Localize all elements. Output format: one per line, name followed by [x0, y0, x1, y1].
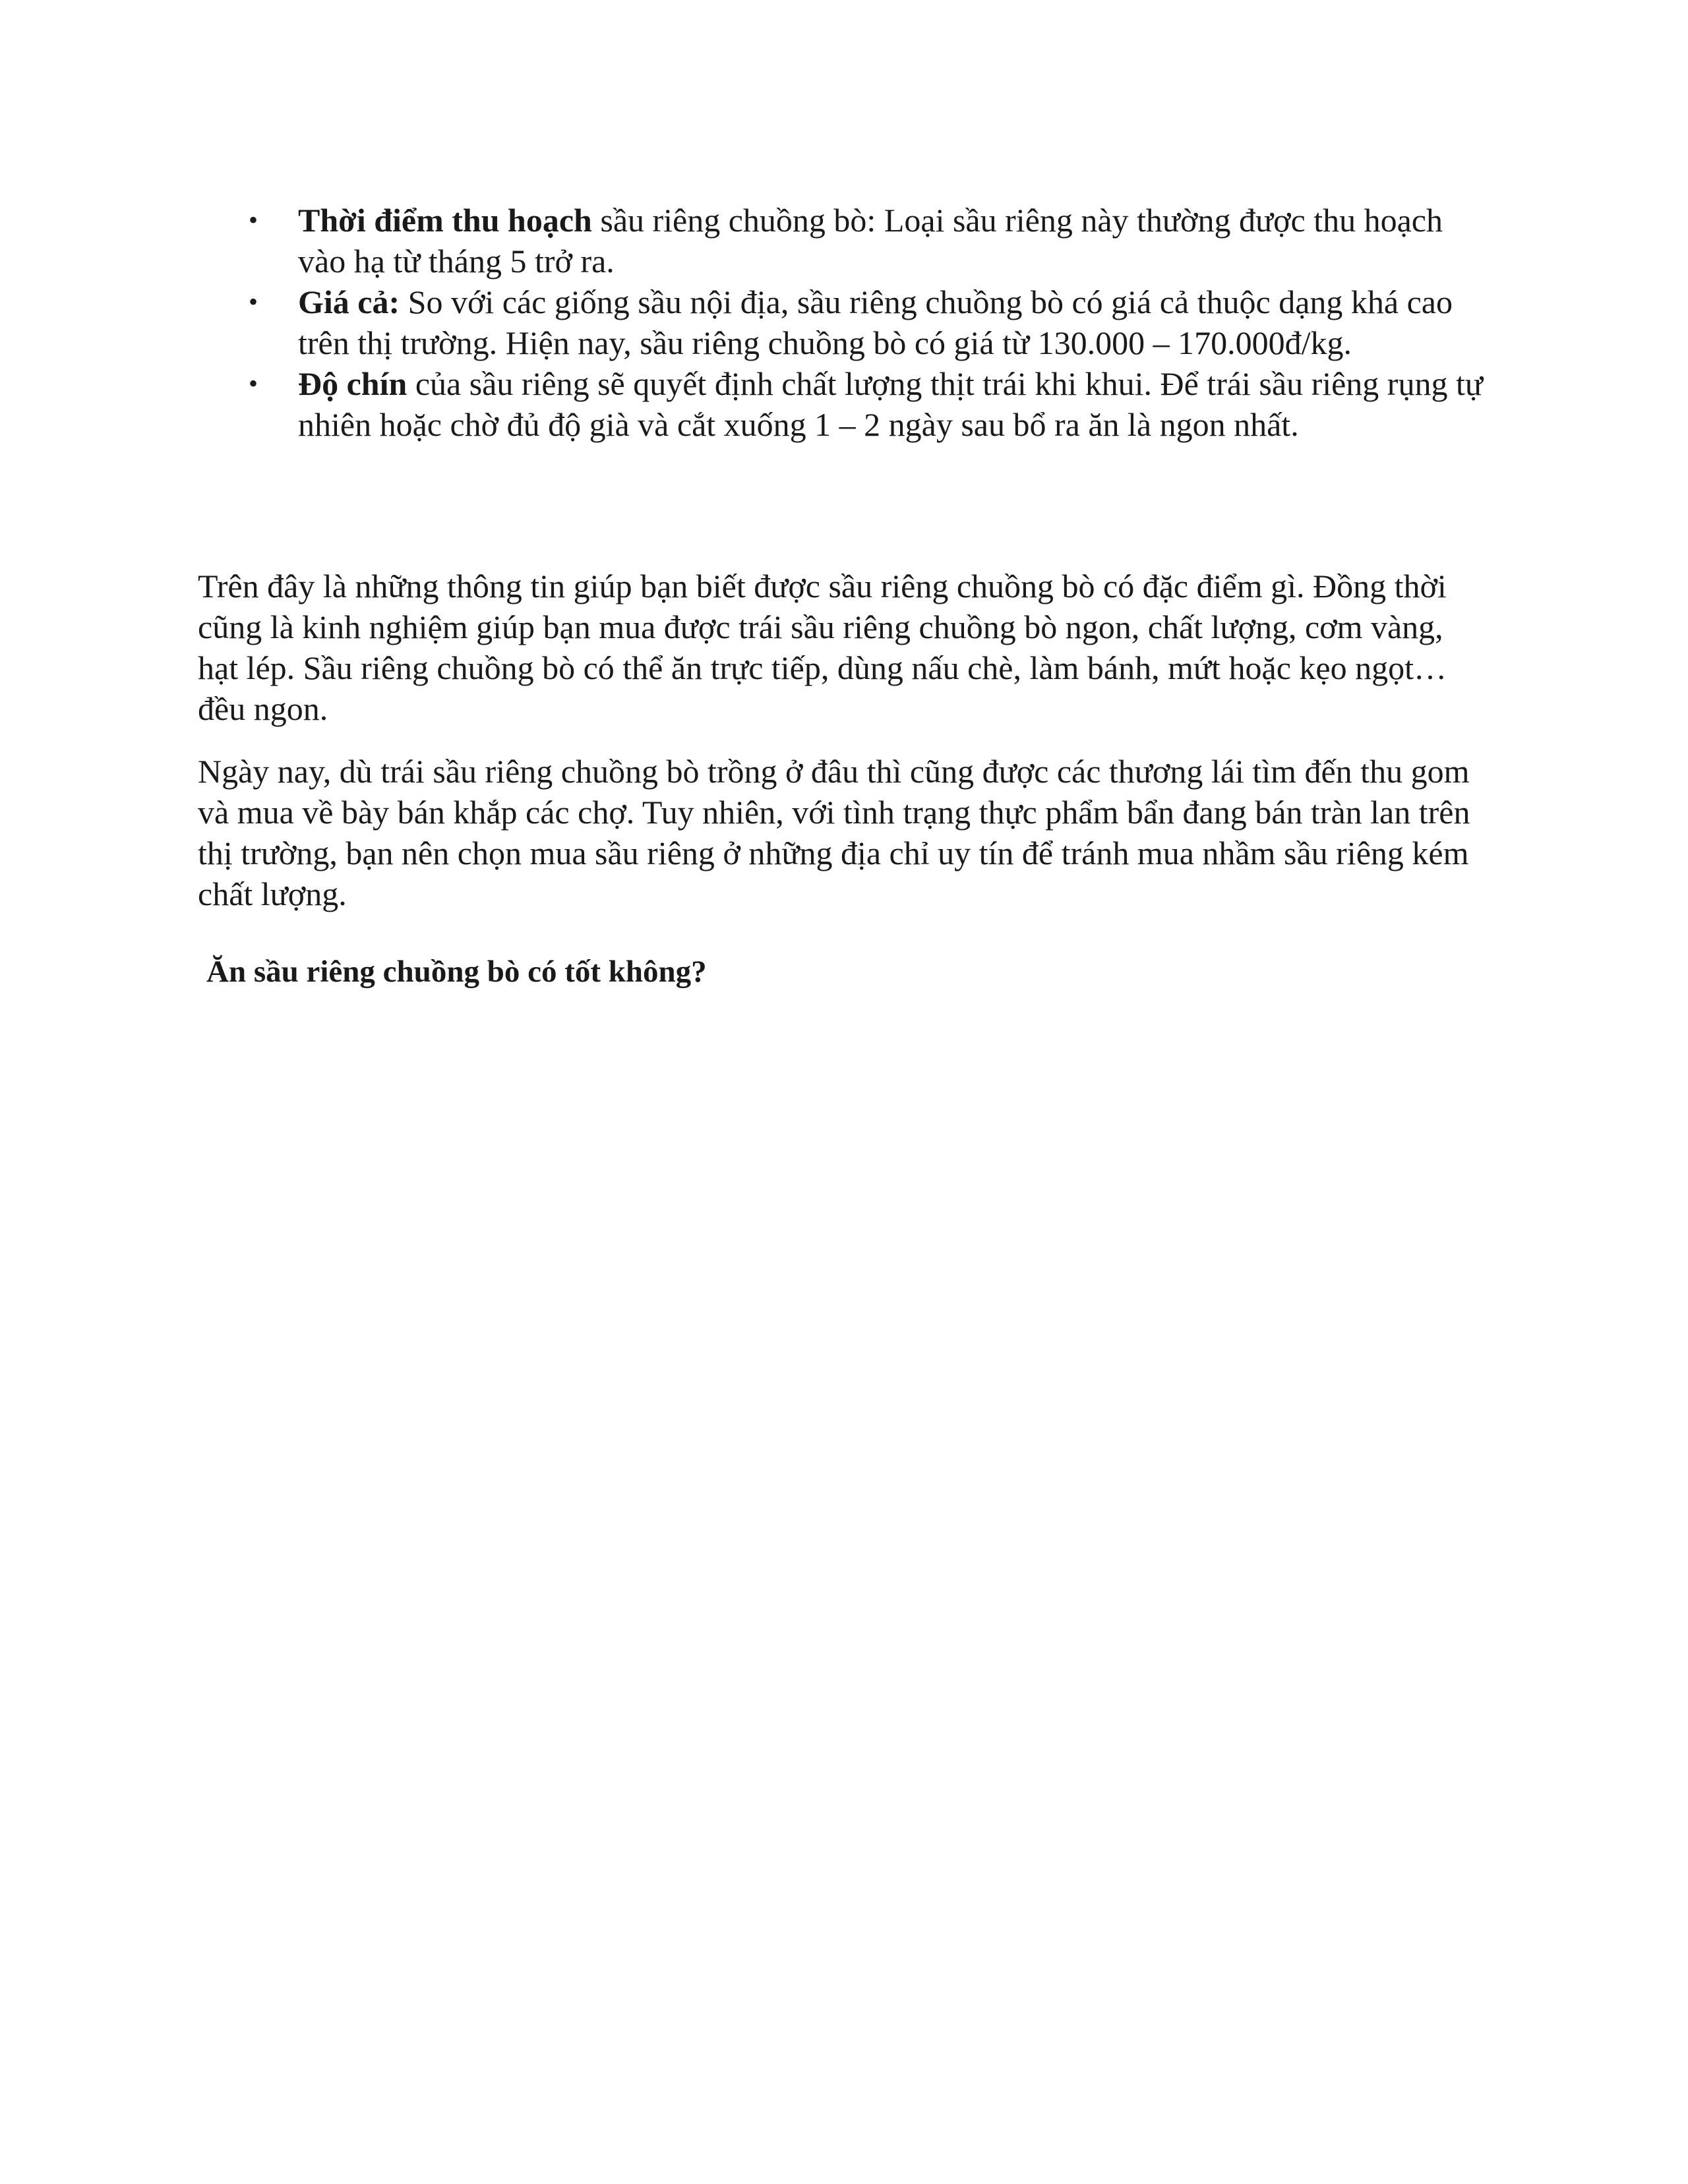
bullet-item-price [198, 281, 1490, 363]
bullet-bold-label: Thời điểm thu hoạch [298, 202, 592, 239]
bullet-icon: • [249, 205, 258, 235]
bullet-item-harvest-time [198, 200, 1490, 281]
bullet-icon: • [249, 287, 258, 316]
bullet-text: So với các giống sầu nội địa, sầu riêng chuồng bò có giá cả thuộc dạng khá cao trên thị trường. Hiện nay, sầu riêng chuồng bò có giá từ 130.000 – 170.000đ/kg. [298, 283, 1453, 361]
bullet-icon: • [249, 369, 258, 398]
bullet-text: sầu riêng chuồng bò: Loại sầu riêng này thường được thu hoạch vào hạ từ tháng 5 trở ra. [298, 202, 1443, 280]
summary-paragraph: Trên đây là những thông tin giúp bạn biết được sầu riêng chuồng bò có đặc điểm gì. Đồng thời cũng là kinh nghiệm giúp bạn mua được trái sầu riêng chuồng bò ngon, chất lượng, cơm vàng, hạt lép. Sầu riêng chuồng bò có thể ăn trực tiếp, dùng nấu chè, làm bánh, mứt hoặc kẹo ngọt… đều ngon. [198, 568, 1447, 727]
bullet-list [198, 200, 1490, 445]
bullet-bold-label: Giá cả: [298, 283, 400, 320]
advice-paragraph: Ngày nay, dù trái sầu riêng chuồng bò trồng ở đâu thì cũng được các thương lái tìm đến thu gom và mua về bày bán khắp các chợ. Tuy nhiên, với tình trạng thực phẩm bẩn đang bán tràn lan trên thị trường, bạn nên chọn mua sầu riêng ở những địa chỉ uy tín để tránh mua nhầm sầu riêng kém chất lượng. [198, 753, 1470, 912]
bullet-item-ripeness [198, 363, 1490, 445]
bullet-bold-label: Độ chín [298, 365, 407, 402]
section-heading: Ăn sầu riêng chuồng bò có tốt không? [206, 955, 707, 989]
bullet-text: của sầu riêng sẽ quyết định chất lượng thịt trái khi khui. Để trái sầu riêng rụng tự nhiên hoặc chờ đủ độ già và cắt xuống 1 – 2 ngày sau bổ ra ăn là ngon nhất. [298, 365, 1483, 443]
